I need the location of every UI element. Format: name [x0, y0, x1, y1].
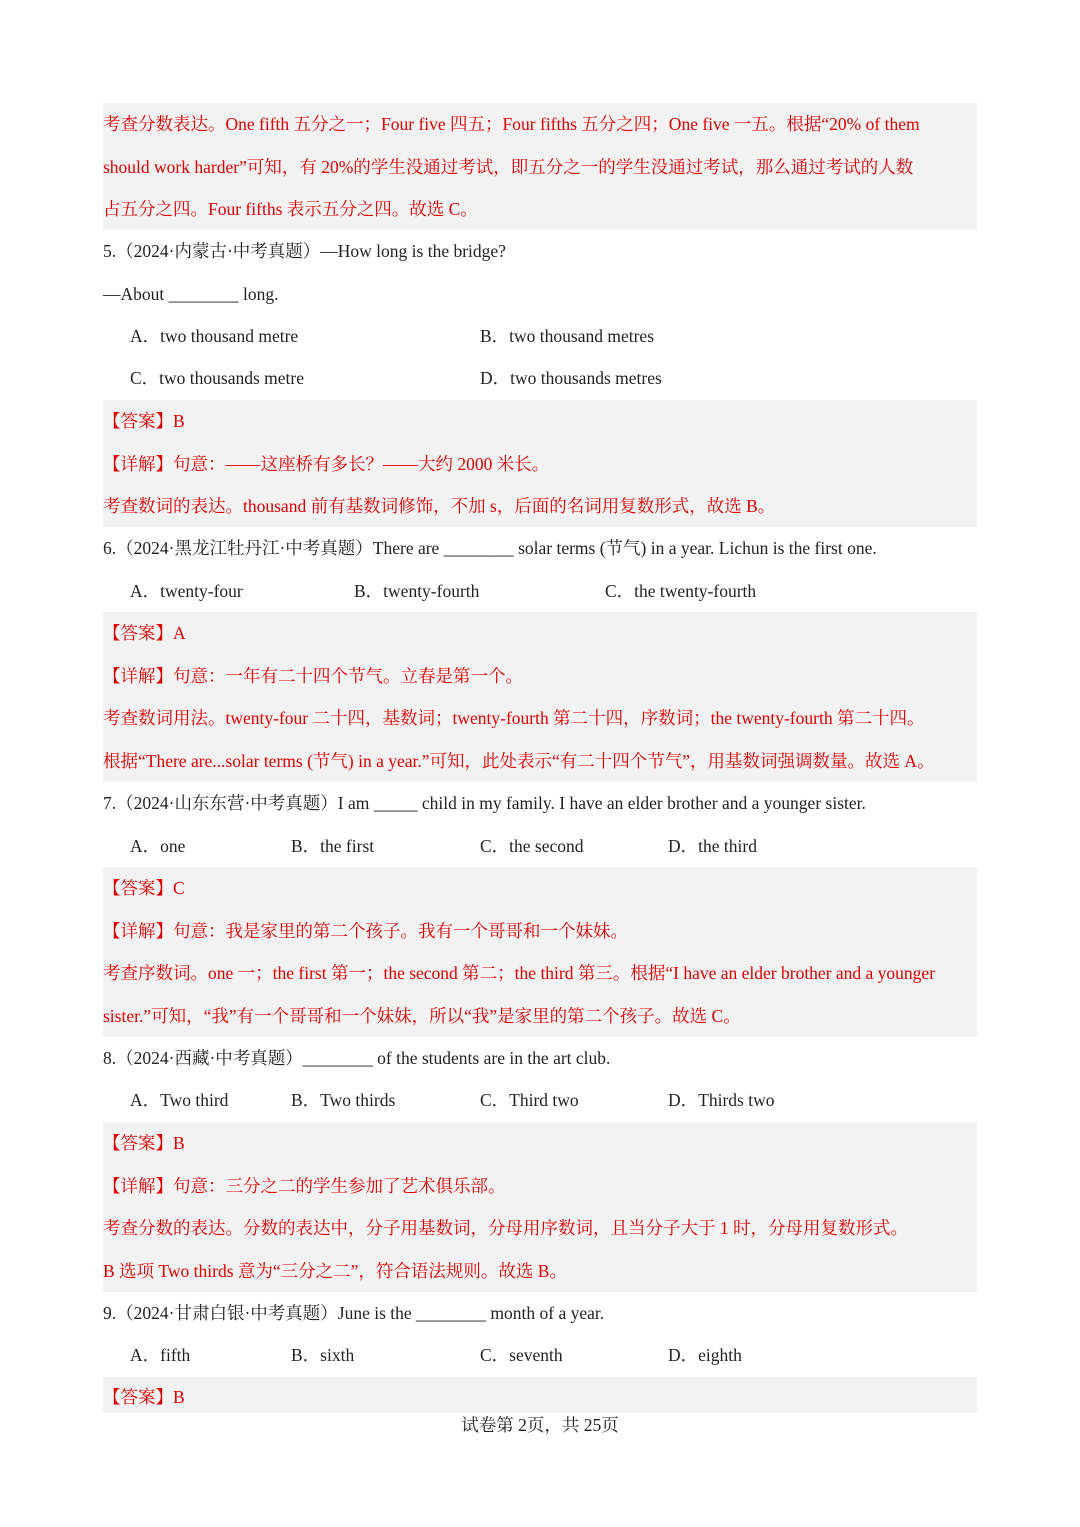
- option-d[interactable]: D．two thousands metres: [480, 368, 662, 388]
- option-b[interactable]: B．twenty-fourth: [354, 581, 480, 601]
- detail-text: 【详解】句意：三分之二的学生参加了艺术俱乐部。: [103, 1175, 506, 1196]
- analysis-text: sister.”可知，“我”有一个哥哥和一个妹妹，所以“我”是家里的第二个孩子。故选 C。: [103, 1005, 741, 1026]
- answer-block: [103, 1122, 977, 1292]
- analysis-text: 考查数词的表达。thousand 前有基数词修饰，不加 s，后面的名词用复数形式，故选 B。: [103, 496, 776, 516]
- options-row: [103, 315, 977, 358]
- analysis-text: 考查序数词。one 一；the first 第一；the second 第二；the third 第三。根据“I have an elder brother and a younger: [103, 963, 936, 983]
- option-a[interactable]: A．Two third: [130, 1090, 229, 1110]
- option-a[interactable]: A．two thousand metre: [130, 326, 299, 346]
- options-row: [103, 1334, 977, 1377]
- question-5: [103, 230, 977, 315]
- answer-block: [103, 400, 977, 527]
- explanation-line: should work harder”可知，有 20%的学生没通过考试，即五分之一的学生没通过考试，那么通过考试的人数: [103, 156, 914, 177]
- option-d[interactable]: D．the third: [668, 836, 757, 856]
- question-9: [103, 1292, 977, 1335]
- question-stem: 5.（2024·内蒙古·中考真题）—How long is the bridge?: [103, 241, 506, 261]
- option-d[interactable]: D．Thirds two: [668, 1090, 775, 1110]
- option-a[interactable]: A．fifth: [130, 1345, 191, 1365]
- option-a[interactable]: A．twenty-four: [130, 581, 243, 601]
- options-row: [103, 570, 977, 613]
- answer-label: 【答案】C: [103, 878, 185, 898]
- answer-label: 【答案】B: [103, 411, 185, 431]
- answer-block: [103, 867, 977, 1037]
- explanation-block: [103, 103, 977, 230]
- option-b[interactable]: B．two thousand metres: [480, 326, 655, 346]
- answer-block: [103, 1377, 977, 1413]
- analysis-text: 考查分数的表达。分数的表达中，分子用基数词，分母用序数词，且当分子大于 1 时，分母用复数形式。: [103, 1218, 908, 1238]
- options-row: [103, 825, 977, 868]
- detail-text: 【详解】句意：我是家里的第二个孩子。我有一个哥哥和一个妹妹。: [103, 920, 628, 941]
- answer-block: [103, 612, 977, 782]
- question-stem: 8.（2024·西藏·中考真题）________ of the students are in the art club.: [103, 1048, 611, 1068]
- option-b[interactable]: B．Two thirds: [291, 1090, 396, 1110]
- question-stem: 9.（2024·甘肃白银·中考真题）June is the ________ month of a year.: [103, 1303, 605, 1323]
- option-c[interactable]: C．the second: [480, 836, 584, 856]
- question-8: [103, 1037, 977, 1080]
- analysis-text: 考查数词用法。twenty-four 二十四，基数词；twenty-fourth 第二十四，序数词；the twenty-fourth 第二十四。: [103, 708, 925, 728]
- option-a[interactable]: A．one: [130, 836, 186, 856]
- option-b[interactable]: B．sixth: [291, 1345, 355, 1365]
- option-b[interactable]: B．the first: [291, 836, 375, 856]
- explanation-line: 考查分数表达。One fifth 五分之一；Four five 四五；Four fifths 五分之四；One five 一五。根据“20% of them: [103, 114, 920, 134]
- detail-text: 【详解】句意：——这座桥有多长？——大约 2000 米长。: [103, 453, 550, 474]
- page-footer: 试卷第 2页，共 25页: [461, 1415, 619, 1435]
- option-c[interactable]: C．seventh: [480, 1345, 563, 1365]
- option-c[interactable]: C．two thousands metre: [130, 368, 305, 388]
- question-stem: 6.（2024·黑龙江牡丹江·中考真题）There are ________ solar terms (节气) in a year. Lichun is the first one.: [103, 538, 877, 558]
- option-c[interactable]: C．Third two: [480, 1090, 579, 1110]
- options-row: [103, 357, 977, 400]
- explanation-line: 占五分之四。Four fifths 表示五分之四。故选 C。: [103, 199, 478, 219]
- answer-label: 【答案】B: [103, 1133, 185, 1153]
- analysis-text: B 选项 Two thirds 意为“三分之二”，符合语法规则。故选 B。: [103, 1260, 567, 1281]
- option-c[interactable]: C．the twenty-fourth: [605, 581, 757, 601]
- detail-text: 【详解】句意：一年有二十四个节气。立春是第一个。: [103, 665, 523, 686]
- question-stem: 7.（2024·山东东营·中考真题）I am _____ child in my family. I have an elder brother and a younger sister.: [103, 793, 866, 813]
- options-row: [103, 1079, 977, 1122]
- question-7: [103, 782, 977, 825]
- option-d[interactable]: D．eighth: [668, 1345, 742, 1365]
- question-6: [103, 527, 977, 570]
- answer-label: 【答案】A: [103, 623, 186, 643]
- analysis-text: 根据“There are...solar terms (节气) in a year.”可知，此处表示“有二十四个节气”，用基数词强调数量。故选 A。: [103, 750, 935, 771]
- answer-label: 【答案】B: [103, 1387, 185, 1407]
- question-stem-line2: —About ________ long.: [103, 283, 279, 304]
